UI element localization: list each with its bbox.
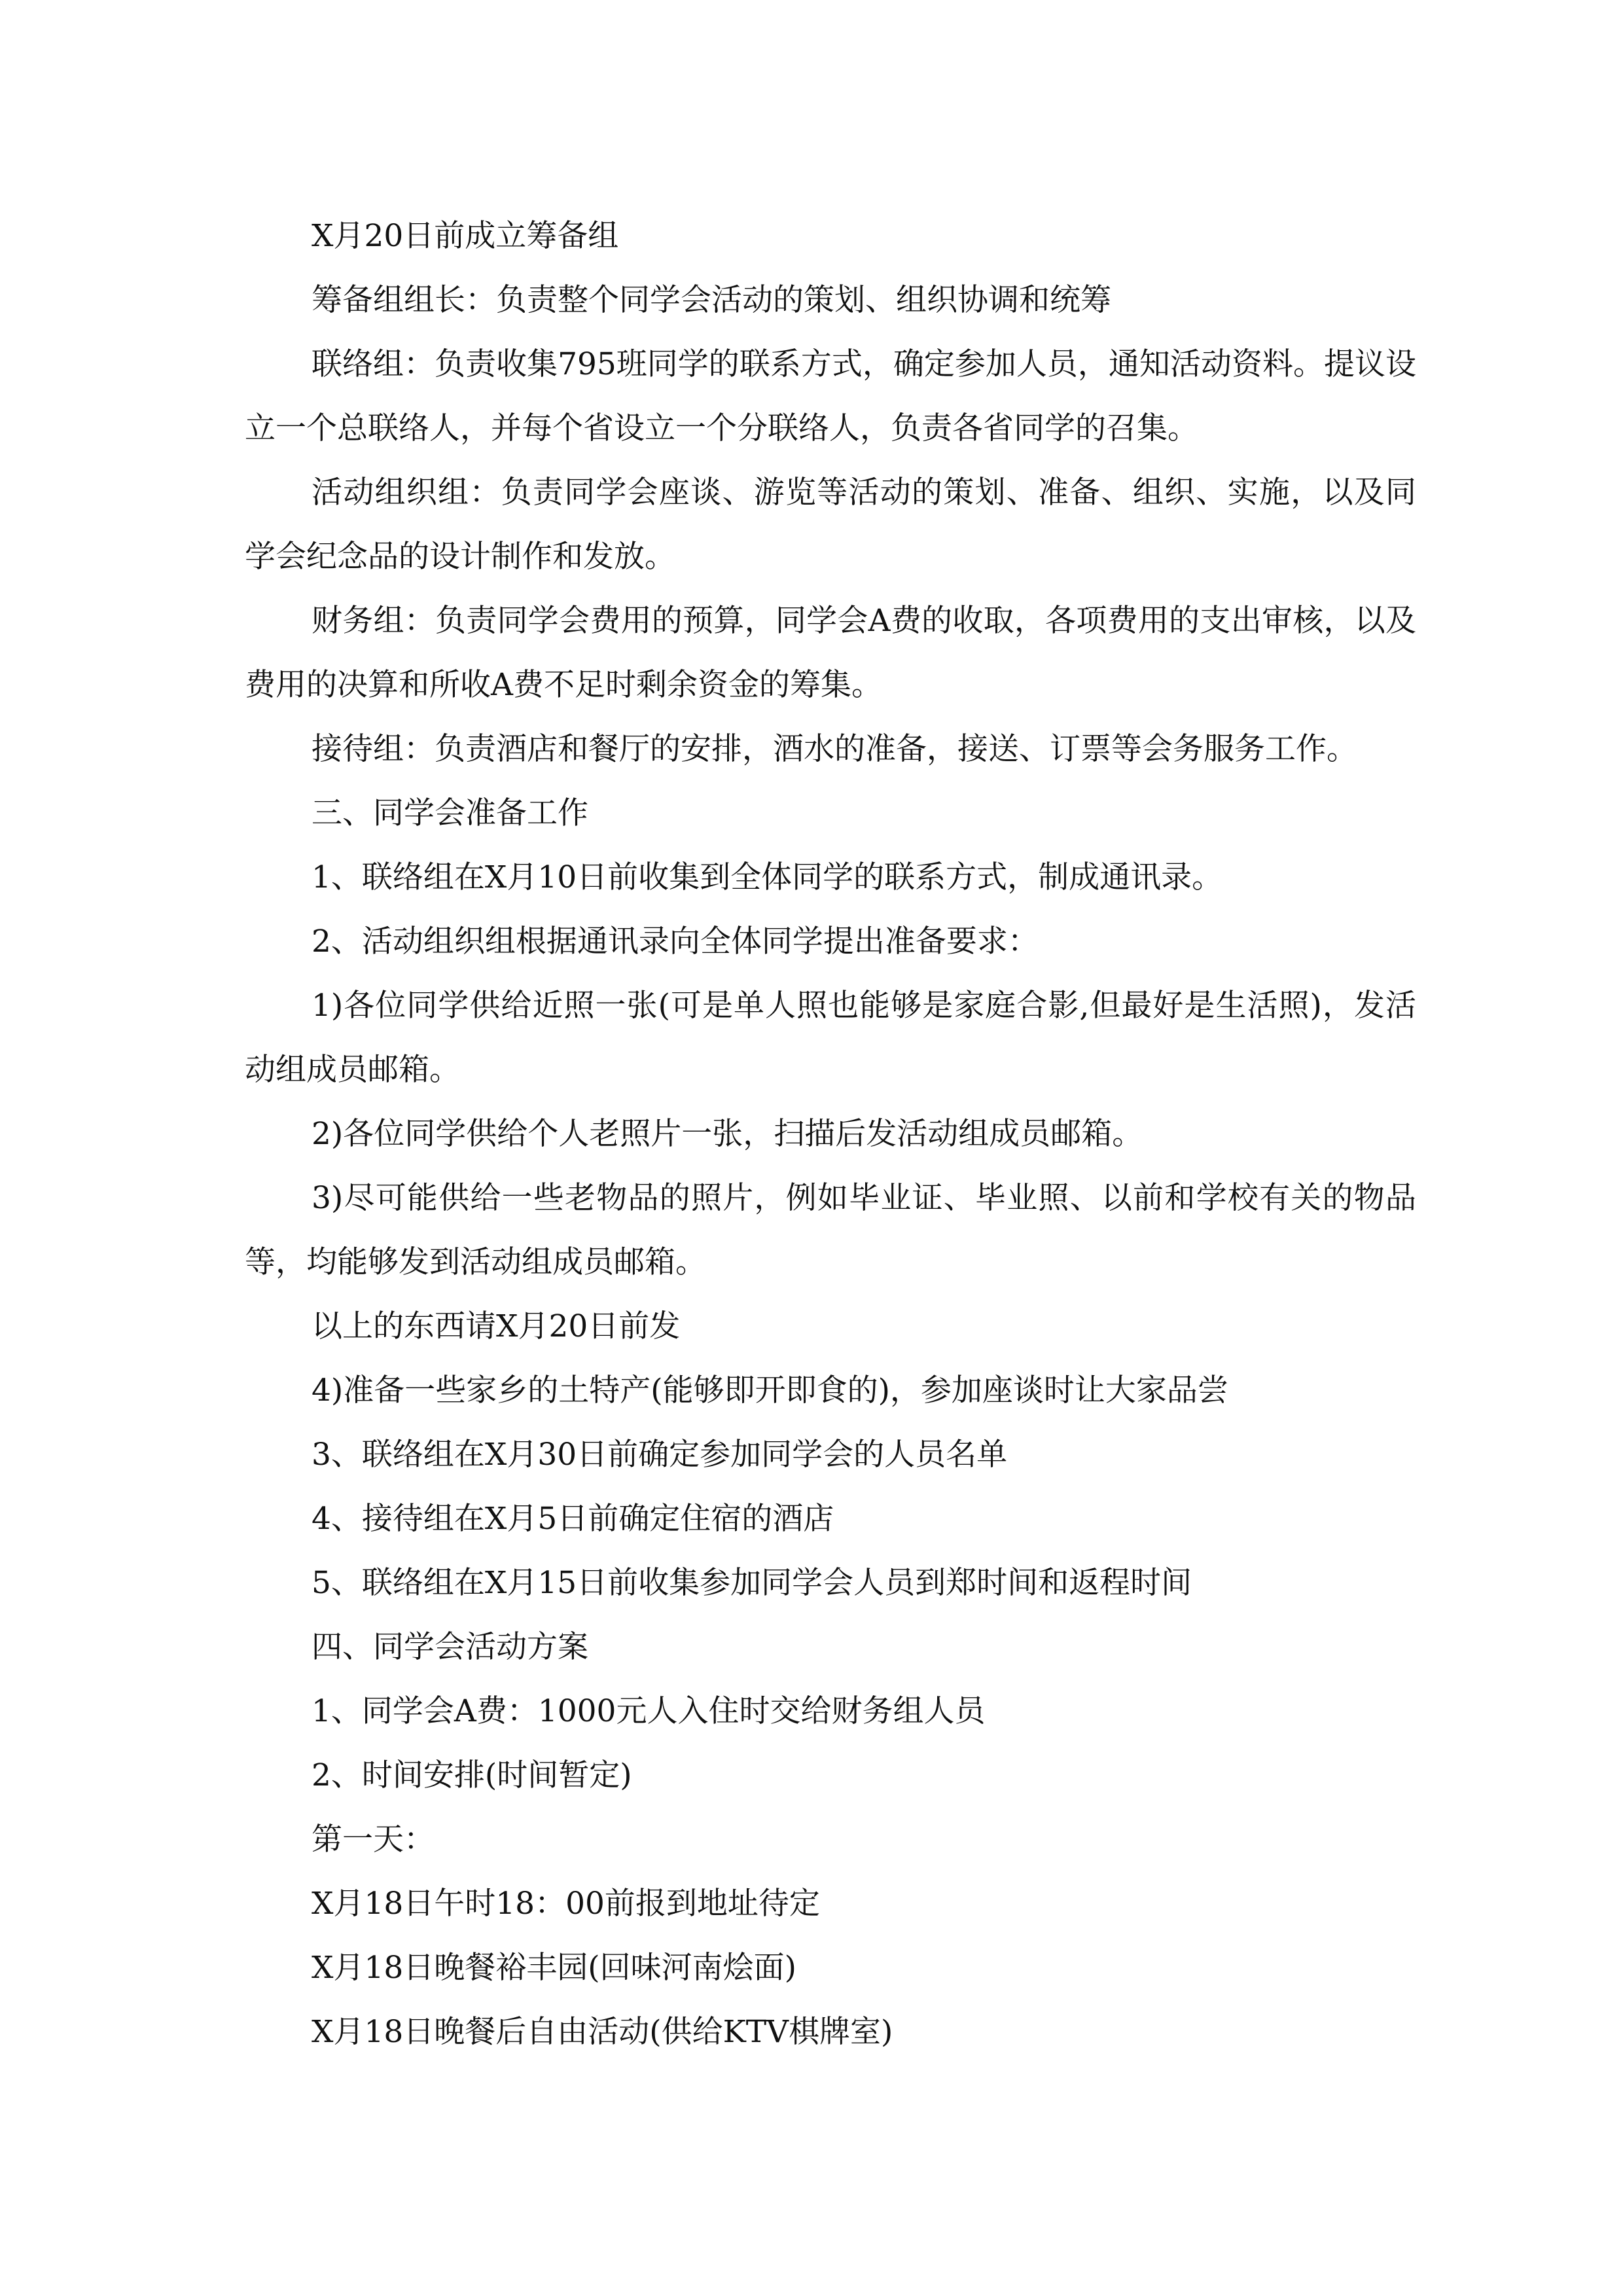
paragraph: 筹备组组长：负责整个同学会活动的策划、组织协调和统筹 — [312, 282, 1111, 318]
paragraph: 第一天： — [312, 1821, 435, 1857]
paragraph: 3)尽可能供给一些老物品的照片，例如毕业证、毕业照、以前和学校有关的物品等，均能够发到活动组成员邮箱。 — [245, 1180, 1416, 1280]
document-body — [245, 204, 1416, 2064]
paragraph: 2、时间安排(时间暂定) — [312, 1757, 632, 1793]
paragraph: 1、同学会A费：1000元人入住时交给财务组人员 — [312, 1693, 986, 1729]
paragraph: X月18日晚餐后自由活动(供给KTV棋牌室) — [312, 2014, 893, 2050]
paragraph: 2、活动组织组根据通讯录向全体同学提出准备要求： — [312, 924, 1039, 960]
paragraph: 以上的东西请X月20日前发 — [312, 1308, 681, 1344]
paragraph: 活动组织组：负责同学会座谈、游览等活动的策划、准备、组织、实施，以及同学会纪念品的设计制作和发放。 — [245, 475, 1416, 575]
paragraph: X月18日晚餐裕丰园(回味河南烩面) — [312, 1950, 796, 1986]
paragraph: 3、联络组在X月30日前确定参加同学会的人员名单 — [312, 1437, 1008, 1473]
paragraph: 接待组：负责酒店和餐厅的安排，酒水的准备，接送、订票等会务服务工作。 — [312, 731, 1357, 767]
paragraph: X月20日前成立筹备组 — [312, 218, 619, 254]
section-heading: 三、同学会准备工作 — [312, 795, 588, 831]
paragraph: 联络组：负责收集795班同学的联系方式，确定参加人员，通知活动资料。提议设立一个总联络人，并每个省设立一个分联络人，负责各省同学的召集。 — [245, 346, 1416, 446]
section-heading: 四、同学会活动方案 — [312, 1629, 588, 1665]
paragraph: 4)准备一些家乡的土特产(能够即开即食的)，参加座谈时让大家品尝 — [312, 1372, 1228, 1408]
paragraph: 财务组：负责同学会费用的预算，同学会A费的收取，各项费用的支出审核，以及费用的决算和所收A费不足时剩余资金的筹集。 — [245, 603, 1416, 703]
paragraph: 1)各位同学供给近照一张(可是单人照也能够是家庭合影,但最好是生活照)，发活动组成员邮箱。 — [245, 988, 1416, 1088]
paragraph: X月18日午时18：00前报到地址待定 — [312, 1886, 820, 1922]
paragraph: 5、联络组在X月15日前收集参加同学会人员到郑时间和返程时间 — [312, 1565, 1192, 1601]
paragraph: 1、联络组在X月10日前收集到全体同学的联系方式，制成通讯录。 — [312, 859, 1223, 895]
paragraph: 4、接待组在X月5日前确定住宿的酒店 — [312, 1501, 834, 1537]
paragraph: 2)各位同学供给个人老照片一张，扫描后发活动组成员邮箱。 — [312, 1116, 1143, 1152]
